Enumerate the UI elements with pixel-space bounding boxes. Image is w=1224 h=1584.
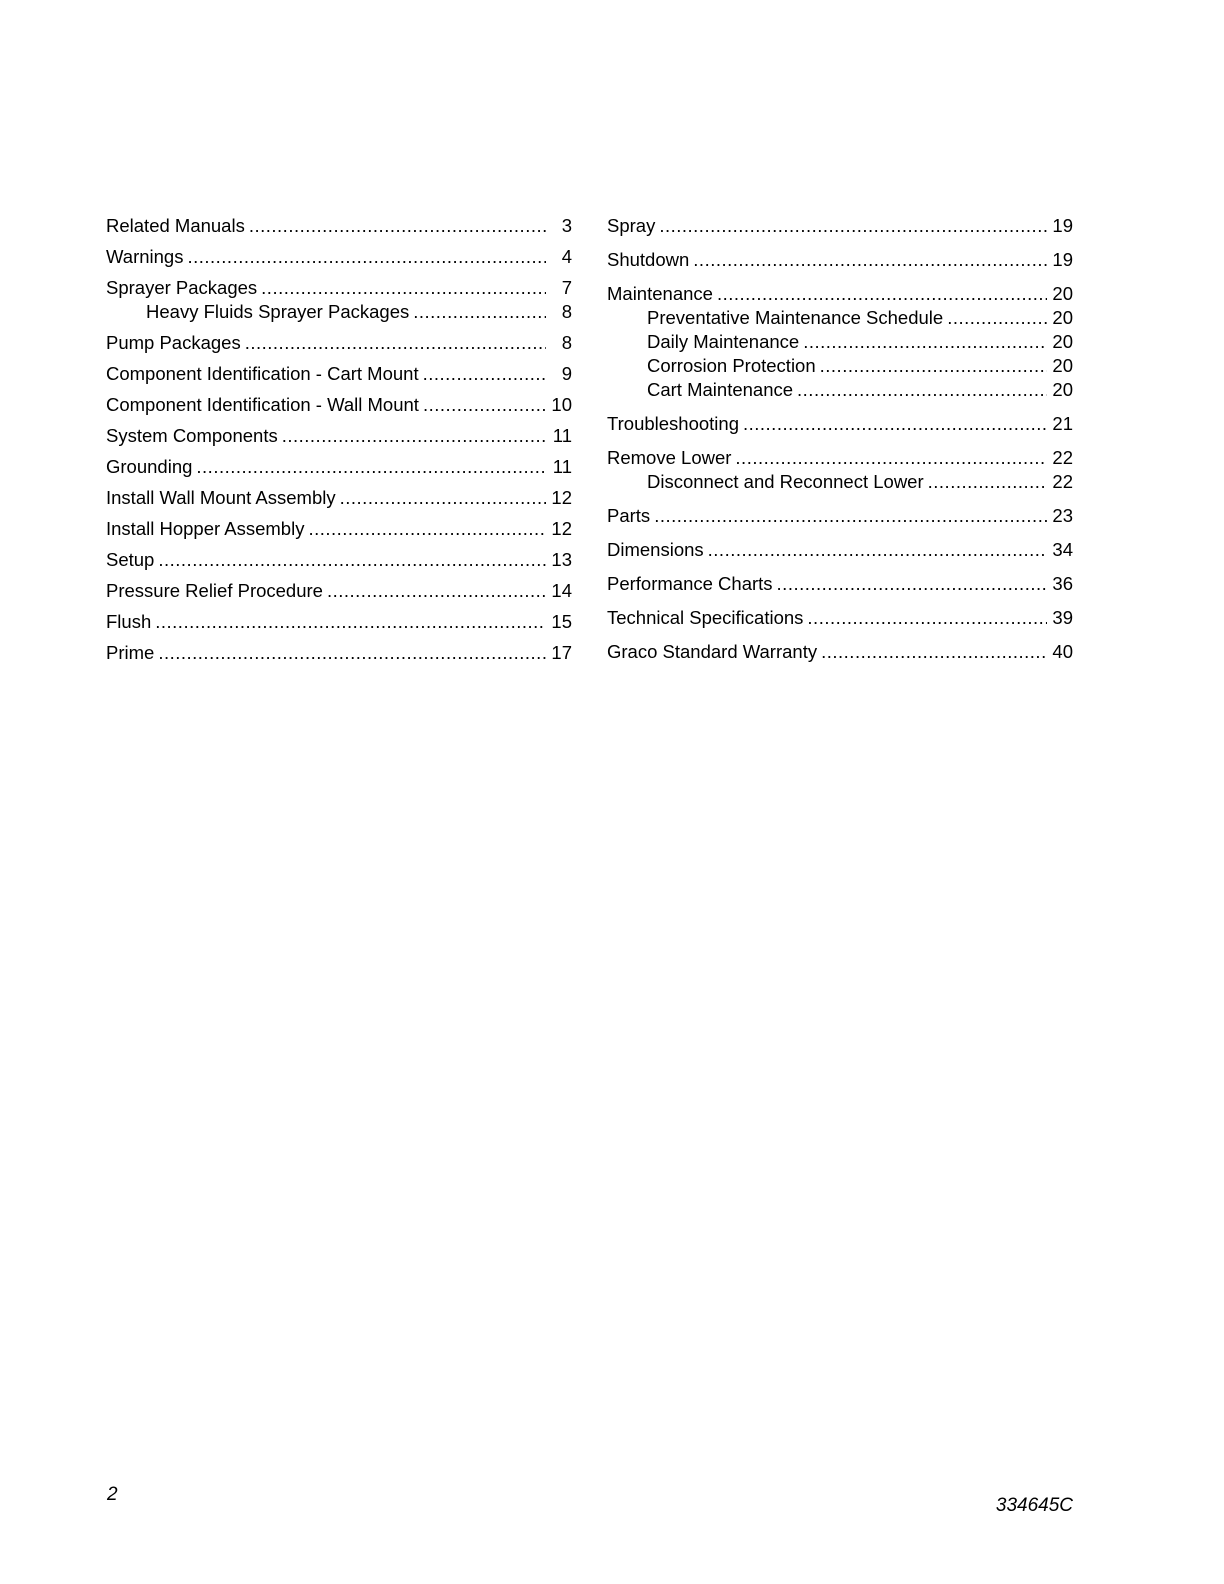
- toc-leader-dots: [693, 248, 1047, 272]
- toc-entry-prime[interactable]: [106, 641, 572, 665]
- toc-leader-dots: [245, 331, 546, 355]
- toc-entry-page: 20: [1052, 283, 1073, 304]
- toc-entry-spray[interactable]: [607, 214, 1073, 238]
- toc-entry-setup[interactable]: [106, 548, 572, 572]
- toc-entry-performance-charts[interactable]: [607, 572, 1073, 596]
- toc-entry-title: Related Manuals: [106, 215, 245, 236]
- toc-entry-title: Pressure Relief Procedure: [106, 580, 323, 601]
- footer-page-number: 2: [107, 1484, 118, 1505]
- toc-entry-page: 12: [551, 518, 572, 539]
- toc-left-column: [106, 214, 572, 665]
- toc-entry-page: 21: [1052, 413, 1073, 434]
- toc-entry-title: Troubleshooting: [607, 413, 739, 434]
- toc-entry-page: 20: [1052, 379, 1073, 400]
- toc-leader-dots: [654, 504, 1047, 528]
- toc-leader-dots: [413, 300, 546, 324]
- toc-entry-title: Install Hopper Assembly: [106, 518, 305, 539]
- toc-leader-dots: [155, 610, 546, 634]
- toc-entry-troubleshooting[interactable]: [607, 412, 1073, 436]
- toc-entry-related-manuals[interactable]: [106, 214, 572, 238]
- toc-entry-page: 20: [1052, 355, 1073, 376]
- toc-leader-dots: [807, 606, 1047, 630]
- toc-entry-page: 19: [1052, 249, 1073, 270]
- toc-entry-title: Performance Charts: [607, 573, 773, 594]
- toc-leader-dots: [158, 548, 546, 572]
- toc-leader-dots: [423, 362, 546, 386]
- toc-entry-pump-packages[interactable]: [106, 331, 572, 355]
- toc-leader-dots: [282, 424, 546, 448]
- toc-leader-dots: [187, 245, 546, 269]
- toc-entry-page: 11: [552, 425, 572, 446]
- toc-entry-corrosion-protection[interactable]: [607, 354, 1073, 378]
- toc-entry-title: Shutdown: [607, 249, 690, 270]
- toc-entry-page: 22: [1052, 471, 1073, 492]
- toc-entry-page: 17: [551, 642, 572, 663]
- toc-entry-daily-maintenance[interactable]: [607, 330, 1073, 354]
- toc-entry-page: 7: [561, 277, 572, 298]
- toc-entry-page: 20: [1052, 307, 1073, 328]
- toc-entry-disconnect-reconnect-lower[interactable]: [607, 470, 1073, 494]
- toc-entry-page: 9: [561, 363, 572, 384]
- toc-entry-cart-maintenance[interactable]: [607, 378, 1073, 402]
- toc-entry-page: 8: [561, 332, 572, 353]
- toc-entry-page: 11: [552, 456, 572, 477]
- toc-leader-dots: [777, 572, 1047, 596]
- toc-entry-title: Daily Maintenance: [647, 331, 800, 352]
- toc-entry-pressure-relief-procedure[interactable]: [106, 579, 572, 603]
- toc-leader-dots: [423, 393, 546, 417]
- toc-entry-page: 22: [1052, 447, 1073, 468]
- toc-leader-dots: [340, 486, 546, 510]
- toc-entry-remove-lower[interactable]: [607, 446, 1073, 470]
- toc-leader-dots: [947, 306, 1047, 330]
- toc-leader-dots: [803, 330, 1047, 354]
- toc-leader-dots: [659, 214, 1047, 238]
- toc-entry-shutdown[interactable]: [607, 248, 1073, 272]
- footer-doc-number: 334645C: [995, 1495, 1073, 1516]
- toc-leader-dots: [708, 538, 1047, 562]
- toc-entry-title: Sprayer Packages: [106, 277, 258, 298]
- toc-entry-page: 12: [551, 487, 572, 508]
- toc-entry-system-components[interactable]: [106, 424, 572, 448]
- toc-entry-heavy-fluids-sprayer-packages[interactable]: [106, 300, 572, 324]
- toc-entry-title: Prime: [106, 642, 155, 663]
- toc-entry-install-hopper-assembly[interactable]: [106, 517, 572, 541]
- toc-entry-page: 34: [1052, 539, 1073, 560]
- toc-entry-parts[interactable]: [607, 504, 1073, 528]
- toc-entry-title: Graco Standard Warranty: [607, 641, 818, 662]
- toc-entry-dimensions[interactable]: [607, 538, 1073, 562]
- toc-entry-title: Maintenance: [607, 283, 713, 304]
- toc-leader-dots: [196, 455, 546, 479]
- toc-entry-page: 19: [1052, 215, 1073, 236]
- toc-entry-title: Heavy Fluids Sprayer Packages: [146, 301, 410, 322]
- toc-entry-grounding[interactable]: [106, 455, 572, 479]
- toc-entry-graco-standard-warranty[interactable]: [607, 640, 1073, 664]
- toc-entry-title: Pump Packages: [106, 332, 241, 353]
- toc-entry-technical-specifications[interactable]: [607, 606, 1073, 630]
- toc-entry-page: 36: [1052, 573, 1073, 594]
- toc-entry-title: Technical Specifications: [607, 607, 804, 628]
- toc-entry-maintenance[interactable]: [607, 282, 1073, 306]
- toc-leader-dots: [261, 276, 546, 300]
- toc-entry-component-id-cart-mount[interactable]: [106, 362, 572, 386]
- toc-entry-page: 4: [561, 246, 572, 267]
- toc-entry-title: Grounding: [106, 456, 193, 477]
- toc-entry-page: 20: [1052, 331, 1073, 352]
- toc-entry-page: 23: [1052, 505, 1073, 526]
- toc-leader-dots: [158, 641, 546, 665]
- toc-entry-page: 39: [1052, 607, 1073, 628]
- toc-entry-title: Parts: [607, 505, 651, 526]
- toc-entry-page: 13: [551, 549, 572, 570]
- toc-entry-title: Cart Maintenance: [647, 379, 794, 400]
- toc-leader-dots: [249, 214, 546, 238]
- toc-entry-title: Setup: [106, 549, 155, 570]
- toc-entry-sprayer-packages[interactable]: [106, 276, 572, 300]
- toc-entry-page: 3: [561, 215, 572, 236]
- toc-leader-dots: [327, 579, 546, 603]
- toc-entry-title: Flush: [106, 611, 152, 632]
- toc-leader-dots: [308, 517, 546, 541]
- toc-entry-page: 40: [1052, 641, 1073, 662]
- toc-leader-dots: [928, 470, 1047, 494]
- toc-entry-title: Component Identification - Cart Mount: [106, 363, 419, 384]
- toc-entry-warnings[interactable]: [106, 245, 572, 269]
- toc-entry-title: Preventative Maintenance Schedule: [647, 307, 944, 328]
- toc-entry-title: Spray: [607, 215, 656, 236]
- toc-entry-title: Disconnect and Reconnect Lower: [647, 471, 924, 492]
- toc-entry-page: 10: [551, 394, 572, 415]
- toc-leader-dots: [797, 378, 1047, 402]
- toc-entry-title: System Components: [106, 425, 278, 446]
- toc-entry-title: Warnings: [106, 246, 184, 267]
- toc-entry-title: Remove Lower: [607, 447, 732, 468]
- toc-leader-dots: [743, 412, 1047, 436]
- toc-entry-title: Dimensions: [607, 539, 704, 560]
- toc-entry-title: Install Wall Mount Assembly: [106, 487, 336, 508]
- toc-entry-page: 8: [561, 301, 572, 322]
- toc-entry-preventative-maintenance-schedule[interactable]: [607, 306, 1073, 330]
- toc-right-column: [607, 214, 1073, 664]
- toc-leader-dots: [820, 354, 1047, 378]
- toc-entry-component-id-wall-mount[interactable]: [106, 393, 572, 417]
- toc-entry-title: Corrosion Protection: [647, 355, 816, 376]
- toc-entry-page: 15: [551, 611, 572, 632]
- toc-leader-dots: [735, 446, 1047, 470]
- toc-entry-flush[interactable]: [106, 610, 572, 634]
- toc-entry-page: 14: [551, 580, 572, 601]
- toc-leader-dots: [717, 282, 1047, 306]
- toc-entry-title: Component Identification - Wall Mount: [106, 394, 419, 415]
- toc-entry-install-wall-mount-assembly[interactable]: [106, 486, 572, 510]
- toc-leader-dots: [821, 640, 1047, 664]
